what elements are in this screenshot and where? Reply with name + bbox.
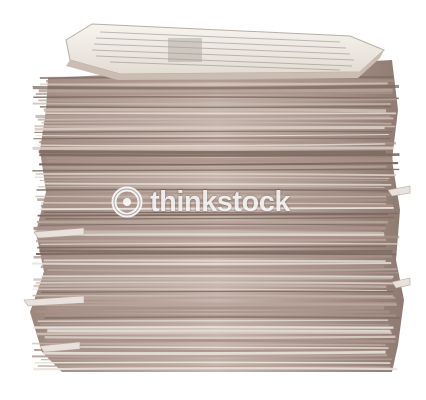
sheet-edge [47,234,385,235]
sheet-edge [36,333,392,334]
sheet-edge [44,184,391,185]
sheet-edge [33,368,397,369]
sheet-edge [36,254,396,255]
sheet-edge [34,350,386,351]
sheet-edge [37,246,386,247]
sheet-edge [35,128,385,129]
sheet-edge [35,196,386,197]
sheet-edge [48,161,393,162]
sheet-edge [39,251,392,252]
sheet-edge [36,240,386,241]
sheet-edge [47,340,396,341]
sheet-edge [33,104,391,105]
newsprint-photo [168,38,202,62]
sheet-edge [43,352,386,353]
sheet-edge [36,93,393,94]
sheet-edge [45,337,396,338]
sheet-edge [43,167,387,168]
sheet-edge [36,282,399,283]
sheet-edge [40,107,391,108]
sheet-edge [37,200,386,201]
sheet-edge [39,152,386,153]
sheet-edge [39,155,399,156]
sheet-edge [35,116,390,117]
sheet-edge [44,110,386,111]
sheet-edge [35,362,391,363]
sheet-edge [45,317,400,318]
sheet-edge [37,237,399,238]
sheet-edge [40,83,388,84]
sheet-edge [33,278,392,279]
sheet-edge [46,81,393,82]
sheet-edge [44,260,386,261]
sheet-edge [40,208,393,209]
top-newspaper [66,24,384,80]
sheet-edge [41,205,393,206]
watermark-text: thinkstock [150,185,291,218]
sheet-edge [35,232,384,233]
sheet-edge [41,276,393,277]
sheet-edge [39,90,393,91]
sheet-edge [41,267,384,268]
sheet-edge [32,296,393,297]
sheet-edge [32,263,391,264]
sheet-edge [33,86,399,88]
sheet-edge [47,158,393,159]
sheet-edge [47,308,384,309]
sheet-edge [45,315,396,316]
sheet-edge [38,118,394,119]
sheet-edge [34,256,392,257]
